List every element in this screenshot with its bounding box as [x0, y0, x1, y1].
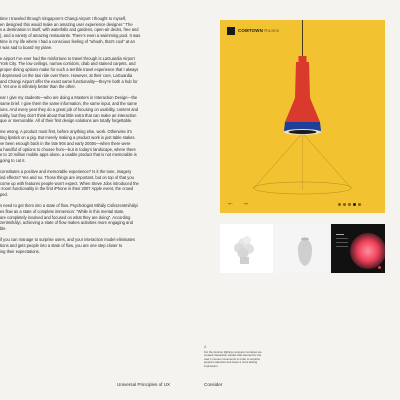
caption-marker: 4 [204, 345, 206, 349]
body-paragraph [0, 203, 186, 232]
text-line: -zoom functionality in the first iPhone in their 2007 Apple event, the crowd [0, 186, 134, 192]
text-line: tions and gets people into a state of flow, you are one step closer to [0, 242, 123, 248]
text-line: ble. [0, 226, 7, 231]
thumbnail-dark-glow [331, 224, 385, 273]
carousel-dots [338, 203, 361, 206]
text-line: s a destination in itself, with waterfalls and gardens, open-air decks, free and [0, 27, 139, 33]
text-line: ped. [0, 191, 8, 197]
text-line: time in my life where I had a conscious feeling of “whoah, that’s cool” at an [0, 38, 135, 44]
text-line: nality, but they don’t think about that little extra that can make an interaction [0, 112, 137, 118]
footer-section-title: Consider [204, 382, 223, 387]
text-line: come up with features people won’t expect. When Steve Jobs introduced the [0, 180, 139, 186]
body-paragraph [0, 56, 186, 90]
text-line: en designed this would make an amazing user experience designer.” The [0, 21, 133, 27]
body-paragraph [0, 16, 186, 50]
text-line: I was sad to board my plane. [0, 44, 53, 50]
carousel-dot[interactable] [338, 203, 341, 206]
text-line: ting lipstick on a pig. But merely making a product work is just table stakes. [0, 135, 136, 141]
text-line: me wrong. A product must first, before anything else, work. Otherwise it’s [0, 129, 132, 135]
red-glow-orb [350, 233, 385, 269]
text-line: ind effects? Yes and no. Those things are important, but on top of that you [0, 174, 134, 180]
text-line: proper dining options make for such a terrible travel experience that I always [0, 67, 139, 73]
body-paragraph [0, 169, 186, 198]
body-paragraph [0, 237, 186, 254]
text-line: same brief. I give them the same information, the same input, and the same [0, 101, 137, 107]
text-line: and Changi Airport offer the exact same functionality—they’re both a hub for [0, 78, 138, 84]
text-line: time I traveled through Singapore’s Changi Airport I thought to myself, [0, 16, 127, 21]
vase-illustration [275, 224, 328, 273]
text-line: que or memorable. All of their first design solutions are totally forgettable. [0, 118, 133, 124]
text-line: ing their expectations. [0, 248, 40, 254]
text-line: ear I give my students—who are doing a Masters in Interaction Design—the [0, 95, 138, 101]
text-line: e to 10 million mobile apps alone, a usable product that is not memorable is [0, 152, 137, 158]
carousel-arrows [227, 200, 255, 207]
sculpture-illustration [220, 224, 273, 273]
thumbnail-gray-vase [275, 224, 328, 273]
carousel-dot[interactable] [358, 203, 361, 206]
carousel-dot[interactable] [343, 203, 346, 206]
lamp-feature-card [220, 20, 385, 213]
status-dot [378, 266, 381, 269]
menu-lines-icon [336, 234, 348, 250]
text-line: if you can manage to surprise users, and your interaction model eliminates [0, 237, 135, 243]
brand-label: COMTOWN Rooms [238, 28, 280, 33]
figure-caption [204, 346, 266, 369]
text-line: e airport I’ve ever had the misfortune to travel through is LaGuardia Airport [0, 55, 135, 61]
carousel-dot[interactable] [348, 203, 351, 206]
text-line: s need to get them into a state of flow. Psychologist Mihály Csíkszentmihályi [0, 203, 138, 209]
text-line: l. Yet one is infinitely better than the other. [0, 84, 76, 90]
caption-text: For the Auricon lighting company Comtown we created interaction visuals that seemed for the user’s mouse movements in order to surprise people’s attention and leave a more lasting impression. [204, 349, 262, 368]
body-paragraph [0, 95, 186, 124]
text-line: ve been enough back in the late 90s and early 2000s—when there were [0, 140, 131, 146]
text-line: are completely involved and focused on what they are doing”. According [0, 214, 131, 220]
text-line: zentmihályi, achieving a state of flow makes activities more engaging and [0, 220, 133, 226]
text-line: going to cut it. [0, 157, 26, 163]
lamp-illustration [220, 20, 385, 213]
text-line: a handful of options to choose from—but in today’s landscape, where there [0, 146, 136, 152]
text-line: York City. The low ceilings, narrow corridors, drab and stained carpets, and [0, 61, 136, 67]
text-line: ions. And every year they do a great job of focusing on usability, content and [0, 106, 139, 112]
text-line: l depressed on the taxi ride over there. However, at their core, LaGuardia [0, 72, 133, 78]
body-paragraph [0, 129, 186, 163]
text-line: constitutes a positive and memorable experience? Is it the tone, imagery [0, 169, 132, 175]
text-line: es flow as a state of complete immersion: “While in this mental state, [0, 208, 125, 214]
text-line: ), and a variety of amazing restaurants. There’s even a swimming pool. It was [0, 33, 141, 39]
footer-book-title: Universal Principles of UX [117, 382, 171, 387]
arrow-left-icon[interactable]: ← [227, 200, 234, 207]
carousel-dot[interactable] [353, 203, 356, 206]
arrow-right-icon[interactable]: → [241, 200, 249, 207]
thumbnail-white-sculpture [220, 224, 273, 273]
body-text-column [0, 16, 186, 260]
